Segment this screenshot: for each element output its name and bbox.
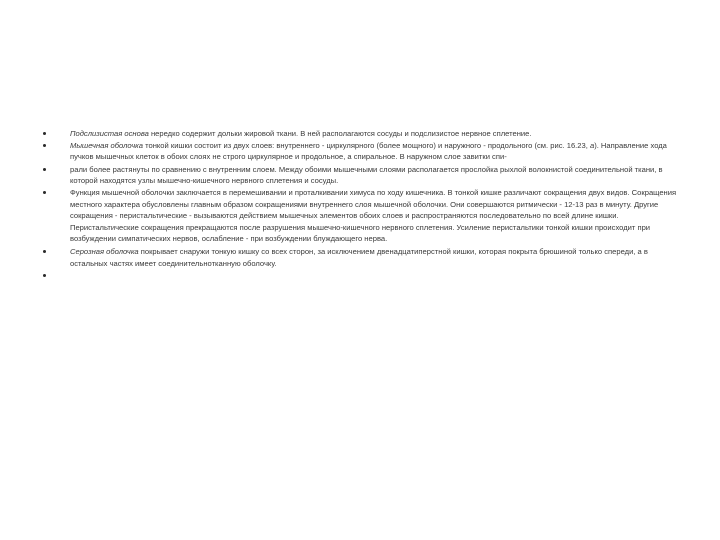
paragraph-text: Функция мышечной оболочки заключается в перемешивании и проталкивании химуса по ходу кишечника. В тонкой кишке различают сокращения двух видов. Сокращения местного характера обусловлены главным образом сокращениями внутреннего слоя мышечной оболочки. Они совершаются ритмически - 12-13 раз в минуту. Другие сокращения - перистальтические - вызываются действием мышечных элементов обоих слоев и распространяются последовательно по всей длине кишки. Перистальтические сокращения прекращаются после разрушения мышечно-кишечного нервного сплетения. Усиление перистальтики тонкой кишки происходит при возбуждении симпатических нервов, ослабление - при возбуждении блуждающего нерва. [70,187,677,244]
list-item-spiral-continuation [40,164,686,187]
term-muscular-layer: Мышечная оболочка [70,140,143,150]
figure-letter: а [589,140,595,150]
paragraph-text: покрывает снаружи тонкую кишку со всех сторон, за исключением двенадцатиперстной кишки, которая покрыта брюшиной только спереди, а в остальных частях имеет соединительнотканную оболочку. [70,246,648,268]
term-submucosa: Подслизистая основа [70,129,149,138]
bullet-icon [43,274,46,277]
bullet-icon [43,132,46,135]
list-item-muscular-function [40,187,686,245]
bullet-icon [43,250,46,253]
bullet-icon [43,168,46,171]
paragraph-text: нередко содержит дольки жировой ткани. В ней располагаются сосуды и подслизистое нервное сплетение. [148,129,532,138]
list-item-empty [40,270,686,282]
list-item-muscular-layer [40,140,686,163]
bullet-icon [43,191,46,194]
bullet-icon [43,144,46,147]
list-item-submucosa [40,128,686,140]
paragraph-text: рали более растянуты по сравнению с внутренним слоем. Между обоими мышечными слоями располагается прослойка рыхлой волокнистой соединительной ткани, в которой находятся узлы мышечно-кишечного нервного сплетения и сосуды. [70,164,663,186]
paragraph-text-continued: ). Направление хода пучков мышечных клеток в обоих слоях не строго циркулярное и продольное, а спиральное. В наружном слое завитки спи- [70,140,667,162]
list-item-serosa [40,246,686,269]
term-serosa: Серозная оболочка [70,246,139,256]
bullet-list [40,128,686,282]
paragraph-text: тонкой кишки состоит из двух слоев: внутреннего - циркулярного (более мощного) и наружного - продольного (см. рис. 16.23, [142,140,590,150]
